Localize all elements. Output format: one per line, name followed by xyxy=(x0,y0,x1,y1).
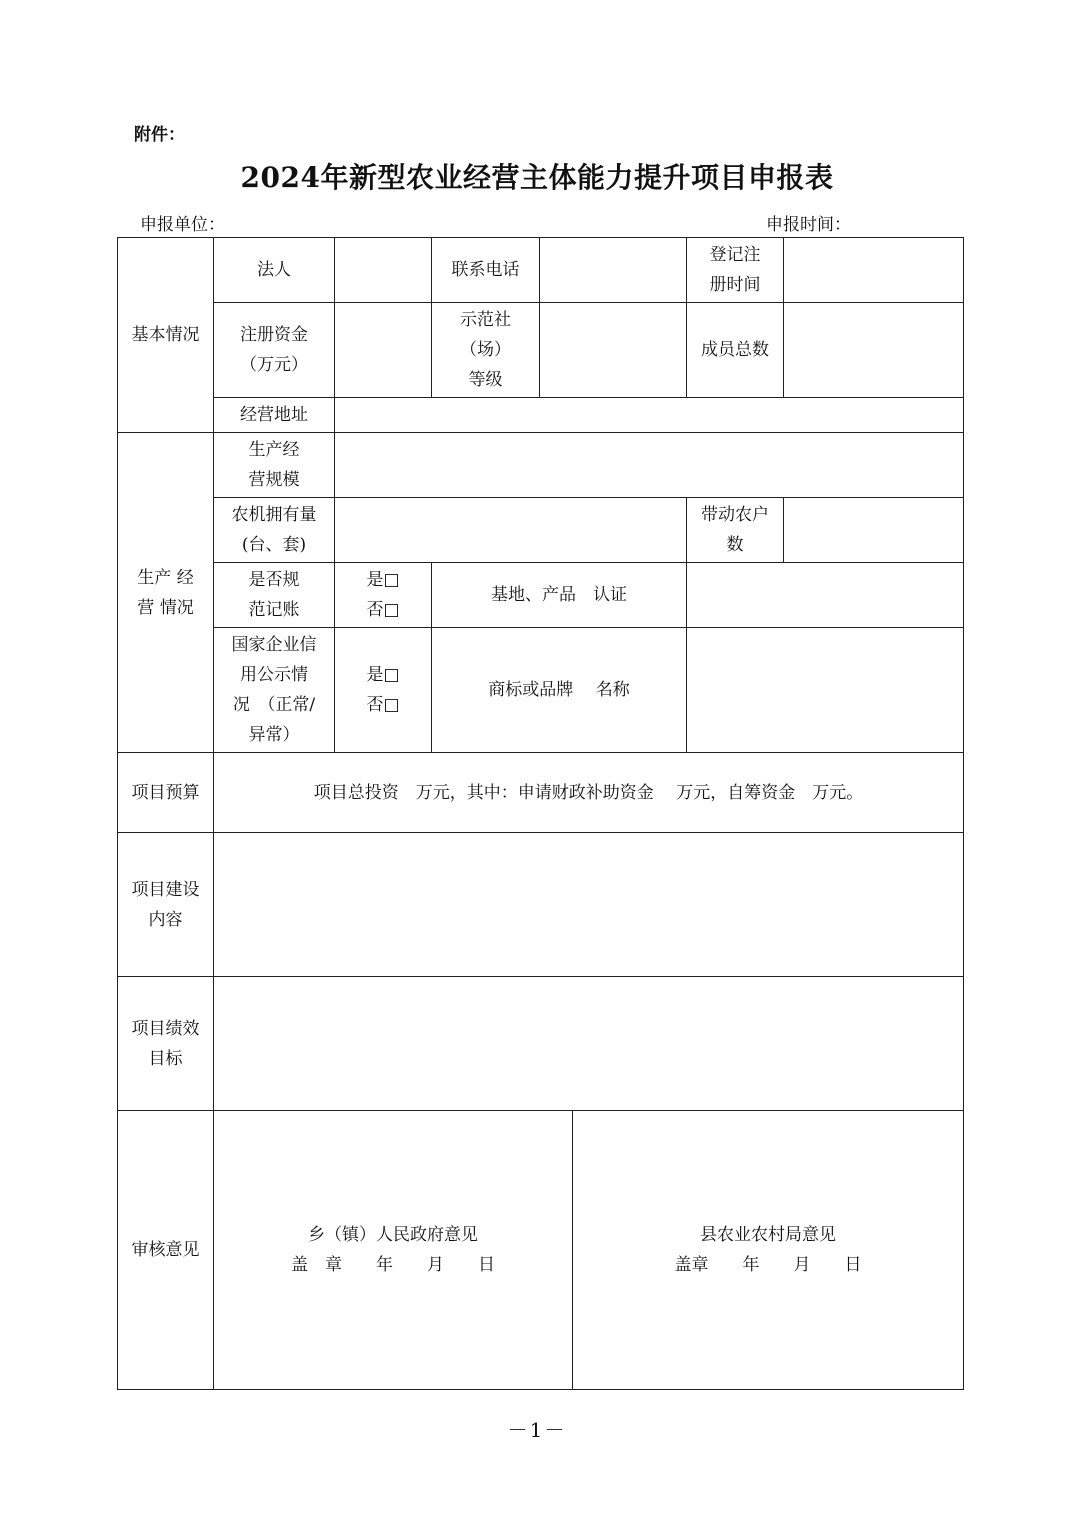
credit-label: 国家企业信 用公示情 况 （正常/ 异常） xyxy=(214,628,335,753)
budget-label: 项目预算 xyxy=(118,753,214,833)
reg-time-label: 登记注 册时间 xyxy=(687,238,784,303)
performance-label: 项目绩效 目标 xyxy=(118,977,214,1111)
bookkeeping-label: 是否规 范记账 xyxy=(214,563,335,628)
phone-field[interactable] xyxy=(540,238,687,303)
scale-label: 生产经 营规模 xyxy=(214,433,335,498)
township-opinion-cell[interactable] xyxy=(214,1111,573,1390)
reg-capital-field[interactable] xyxy=(335,303,432,398)
county-opinion-label: 县农业农村局意见 xyxy=(700,1225,836,1245)
budget-text[interactable]: 项目总投资 万元，其中：申请财政补助资金 万元，自筹资金 万元。 xyxy=(214,753,964,833)
farmers-field[interactable] xyxy=(784,498,964,563)
township-seal-date: 盖 章 年 月 日 xyxy=(291,1255,495,1275)
brand-label: 商标或品牌 名称 xyxy=(432,628,687,753)
performance-field[interactable] xyxy=(214,977,964,1111)
legal-person-field[interactable] xyxy=(335,238,432,303)
page-number: －1－ xyxy=(507,1418,567,1442)
legal-person-label: 法人 xyxy=(214,238,335,303)
review-label: 审核意见 xyxy=(118,1111,214,1390)
construction-label: 项目建设 内容 xyxy=(118,833,214,977)
bookkeeping-checkboxes[interactable]: 是□ 否□ xyxy=(335,563,432,628)
form-title: 2024年新型农业经营主体能力提升项目申报表 xyxy=(240,161,834,194)
member-total-field[interactable] xyxy=(784,303,964,398)
construction-field[interactable] xyxy=(214,833,964,977)
demo-level-field[interactable] xyxy=(540,303,687,398)
applicant-unit-label: 申报单位： xyxy=(140,215,225,235)
township-opinion-label: 乡（镇）人民政府意见 xyxy=(308,1225,478,1245)
phone-label: 联系电话 xyxy=(432,238,540,303)
credit-checkboxes[interactable]: 是□ 否□ xyxy=(335,628,432,753)
section-production: 生产 经 营 情况 xyxy=(118,433,214,753)
machinery-field[interactable] xyxy=(335,498,687,563)
reg-time-field[interactable] xyxy=(784,238,964,303)
certification-label: 基地、产品 认证 xyxy=(432,563,687,628)
machinery-label: 农机拥有量 (台、套) xyxy=(214,498,335,563)
member-total-label: 成员总数 xyxy=(687,303,784,398)
scale-field[interactable] xyxy=(335,433,964,498)
county-seal-date: 盖章 年 月 日 xyxy=(674,1255,862,1275)
farmers-label: 带动农户 数 xyxy=(687,498,784,563)
section-basic-info: 基本情况 xyxy=(118,238,214,433)
county-opinion-cell[interactable] xyxy=(573,1111,964,1390)
brand-field[interactable] xyxy=(687,628,964,753)
application-form-table xyxy=(117,237,964,1390)
attachment-label: 附件： xyxy=(134,125,185,145)
certification-field[interactable] xyxy=(687,563,964,628)
demo-level-label: 示范社 （场） 等级 xyxy=(432,303,540,398)
reg-capital-label: 注册资金 （万元） xyxy=(214,303,335,398)
apply-time-label: 申报时间： xyxy=(766,215,851,235)
address-label: 经营地址 xyxy=(214,398,335,433)
address-field[interactable] xyxy=(335,398,964,433)
